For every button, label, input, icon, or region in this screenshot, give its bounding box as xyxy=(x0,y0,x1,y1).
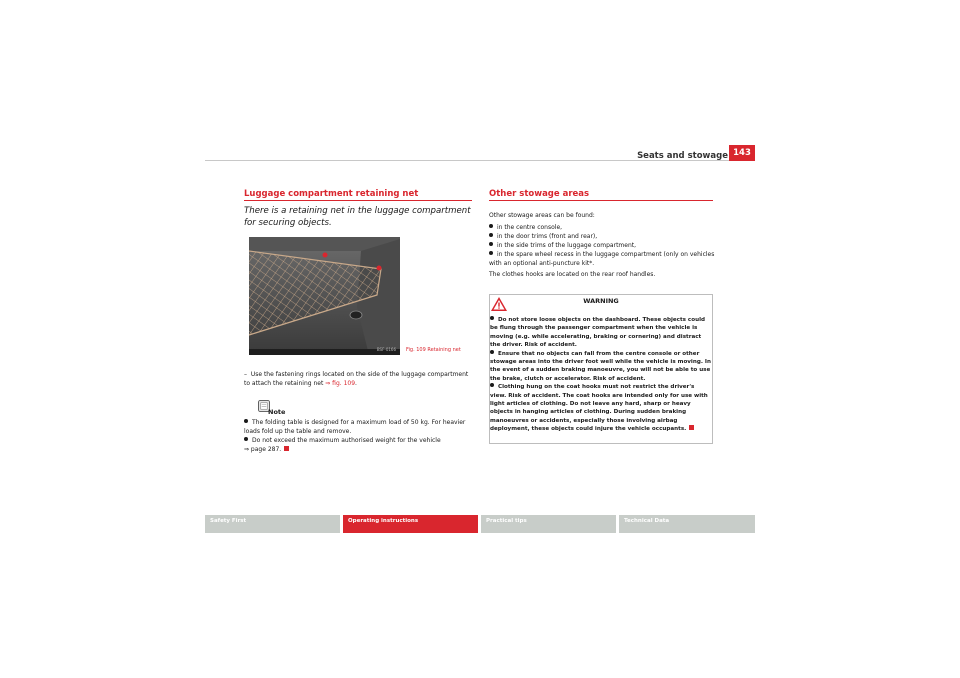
warning-item-text: Do not store loose objects on the dashboard. These objects could be flung through the passenger compartment when the vehicle is moving (e.g. while accelerating, braking or cornering) and distract the driver. Risk of accident. xyxy=(490,317,705,349)
note-label: Note xyxy=(268,408,286,416)
step-text: Use the fastening rings located on the side of the luggage compartment to attach the retaining net xyxy=(244,371,469,387)
stowage-item-text: in the spare wheel recess in the luggage compartment (only on vehicles with an optional anti-puncture kit*. xyxy=(489,251,715,267)
bullet xyxy=(490,383,494,387)
retaining-net-photo xyxy=(249,237,400,355)
warning-item xyxy=(490,350,712,384)
stowage-item xyxy=(489,241,715,250)
fastening-ring-2 xyxy=(377,266,382,271)
note-item-text: Do not exceed the maximum authorised weight for the vehicle xyxy=(252,437,441,444)
step-instruction xyxy=(244,370,474,388)
section-title-other-stowage: Other stowage areas xyxy=(489,189,590,199)
note-list xyxy=(244,418,474,454)
note-item xyxy=(244,418,474,436)
stowage-item xyxy=(489,250,715,268)
section-intro: There is a retaining net in the luggage compartment for securing objects. xyxy=(244,206,471,228)
stowage-item-text: in the centre console, xyxy=(497,224,563,231)
bullet xyxy=(489,242,493,246)
note-ref-line xyxy=(244,445,474,454)
stowage-item-text: in the side trims of the luggage compartment, xyxy=(497,242,637,249)
page-number: 143 xyxy=(729,145,755,161)
section-title-retaining-net: Luggage compartment retaining net xyxy=(244,189,419,199)
warning-list xyxy=(490,316,712,434)
bullet xyxy=(489,233,493,237)
note-item xyxy=(244,436,474,445)
stowage-list xyxy=(489,211,715,279)
stowage-item xyxy=(489,223,715,232)
fastening-ring-1 xyxy=(323,253,328,258)
warning-item-text: Clothing hung on the coat hooks must not restrict the driver's view. Risk of accident. The coat hooks are intended only for use with light articles of clothing. Do not leave any hard, sharp or heavy objects in hanging articles of clothing. During sudden braking manoeuvres or accidents, especially those involving airbag deployment, these objects could injure the vehicle occupants. xyxy=(490,384,708,433)
warning-item xyxy=(490,316,712,350)
section-rule xyxy=(489,200,713,201)
warning-label: WARNING xyxy=(583,297,619,305)
bullet xyxy=(490,316,494,320)
stowage-item-text: in the door trims (front and rear), xyxy=(497,233,598,240)
section-end-mark xyxy=(284,446,289,451)
note-item-text: The folding table is designed for a maximum load of 50 kg. For heavier loads fold up the table and remove. xyxy=(244,419,466,435)
warning-item xyxy=(490,383,712,433)
bullet xyxy=(490,350,494,354)
figure-tag: BSF-0166 xyxy=(376,347,396,352)
warning-item-text: Ensure that no objects can fall from the centre console or other stowage areas into the driver foot well while the vehicle is moving. In the event of a sudden braking manoeuvre, you will not be able to use the brake, clutch or accelerator. Risk of accident. xyxy=(490,350,711,382)
hooks-text: The clothes hooks are located on the rear roof handles. xyxy=(489,271,656,278)
fig-109-link[interactable]: ⇒ fig. 109 xyxy=(325,380,356,387)
step-dash: – xyxy=(244,371,247,378)
page-287-link[interactable]: ⇒ page 287. xyxy=(244,446,282,453)
step-end: . xyxy=(355,380,357,387)
retaining-net-illustration xyxy=(249,237,400,355)
tab-operating-instructions[interactable]: Operating instructions xyxy=(343,515,478,533)
tab-practical-tips[interactable]: Practical tips xyxy=(481,515,616,533)
bullet xyxy=(244,419,248,423)
section-rule xyxy=(244,200,472,201)
bullet xyxy=(244,437,248,441)
bullet xyxy=(489,224,493,228)
stowage-item xyxy=(489,232,715,241)
section-end-mark xyxy=(689,425,694,430)
tab-safety-first[interactable]: Safety First xyxy=(205,515,340,533)
figure-caption: Fig. 109 Retaining net xyxy=(406,347,461,353)
bullet xyxy=(489,251,493,255)
stowage-intro: Other stowage areas can be found: xyxy=(489,212,595,219)
tab-technical-data[interactable]: Technical Data xyxy=(619,515,755,533)
header-title: Seats and stowage xyxy=(637,151,728,161)
